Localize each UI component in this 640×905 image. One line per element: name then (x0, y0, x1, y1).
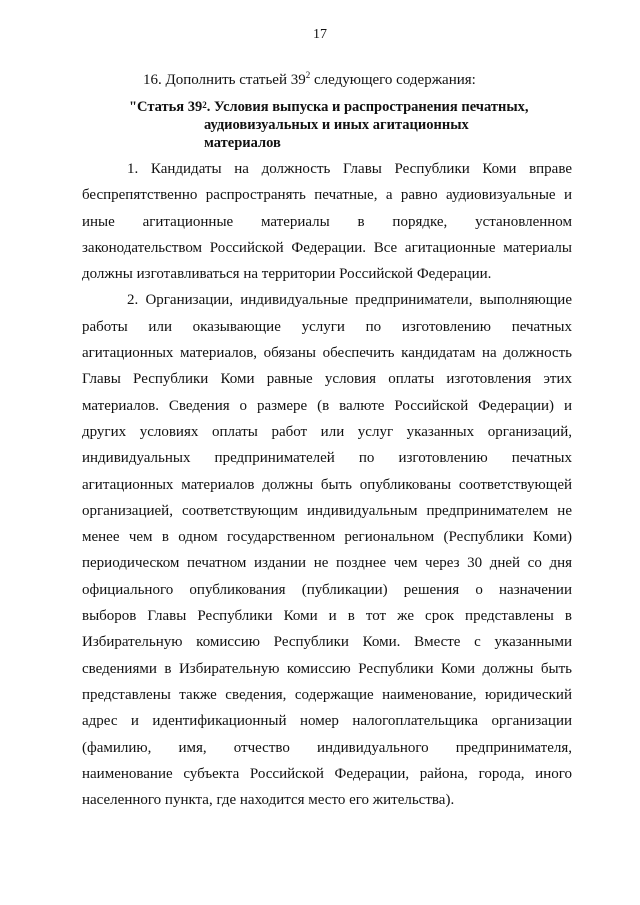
heading-line-1-rest: . Условия выпуска и распространения печатных, (206, 99, 529, 115)
intro-text-after: следующего содержания: (310, 72, 476, 88)
paragraph-1 (82, 156, 572, 287)
paragraph-line: населенного пункта, где находится место его жительства). (82, 792, 455, 809)
heading-prefix: "Статья 39 (129, 99, 203, 115)
intro-superscript: 2 (305, 70, 311, 80)
paragraph-line: выборов Главы Республики Коми и в тот же срок представлены в (82, 608, 572, 625)
paragraph-line: должны изготавливаться на территории Российской Федерации. (82, 266, 492, 283)
intro-text-before: 16. Дополнить статьей 39 (143, 72, 306, 88)
paragraph-line: периодическом печатном издании не позднее чем через 30 дней со дня (82, 555, 572, 572)
paragraph-line: индивидуальных предпринимателей по изготовлению печатных (82, 450, 572, 467)
paragraph-line: организацией, соответствующим индивидуальным предпринимателем не (82, 502, 572, 519)
article-heading (129, 98, 529, 152)
page-number: 17 (313, 27, 327, 42)
paragraph-line: других условиях оплаты работ или услуг указанных организаций, (82, 423, 572, 440)
article-body (82, 156, 572, 813)
heading-line-2: аудиовизуальных и иных агитационных (204, 117, 469, 133)
heading-line-1 (129, 98, 529, 116)
paragraph-line: 1. Кандидаты на должность Главы Республики Коми вправе (127, 161, 572, 177)
paragraph-line: представлены также сведения, содержащие наименование, юридический (82, 686, 572, 703)
paragraph-line: Главы Республики Коми равные условия оплаты изготовления этих (82, 371, 572, 388)
paragraph-2 (82, 287, 572, 813)
paragraph-line: 2. Организации, индивидуальные предприниматели, выполняющие (127, 292, 572, 309)
paragraph-line: (фамилию, имя, отчество индивидуального предпринимателя, (82, 739, 572, 756)
paragraph-line: беспрепятственно распространять печатные, а равно аудиовизуальные и (82, 187, 572, 204)
paragraph-line: материалов. Сведения о размере (в валюте Российской Федерации) и (82, 397, 572, 414)
paragraph-line: работы или оказывающие услуги по изготовлению печатных (82, 318, 572, 335)
heading-line-3: материалов (204, 135, 281, 151)
paragraph-line: сведениями в Избирательную комиссию Республики Коми должны быть (82, 660, 572, 677)
paragraph-line: агитационных материалов должны быть опубликованы соответствующей (82, 476, 572, 493)
paragraph-line: иные агитационные материалы в порядке, установленном (82, 213, 572, 230)
paragraph-line: адрес и идентификационный номер налогоплательщика организации (82, 713, 572, 730)
paragraph-line: агитационных материалов, обязаны обеспечить кандидатам на должность (82, 345, 572, 362)
paragraph-line: Избирательную комиссию Республики Коми. Вместе с указанными (82, 634, 572, 651)
paragraph-line: менее чем в одном государственном региональном (Республики Коми) (82, 529, 572, 546)
heading-superscript: 2 (202, 100, 207, 110)
amendment-intro (143, 72, 476, 89)
paragraph-line: законодательством Российской Федерации. Все агитационные материалы (82, 239, 572, 256)
paragraph-line: наименование субъекта Российской Федерации, района, города, иного (82, 765, 572, 782)
paragraph-line: официального опубликования (публикации) решения о назначении (82, 581, 572, 598)
